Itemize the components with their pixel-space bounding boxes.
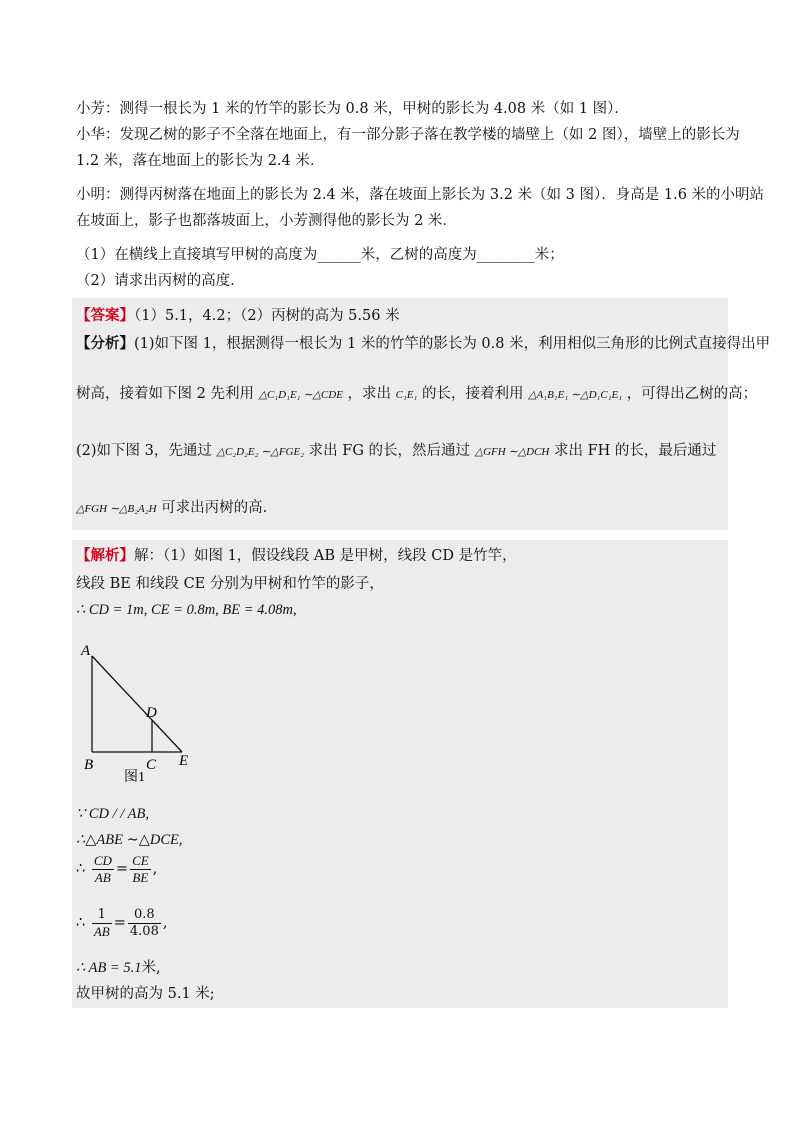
point-label-d: D: [146, 705, 157, 721]
analysis-math-3: △A₁B₁E₁ ∼△D₁C₁E₁: [528, 389, 623, 401]
proportion-2-prefix: ∴: [76, 915, 86, 931]
fraction-cd-ab: $\frac{CD}{AB}$: [93, 852, 112, 885]
fraction-1-ab: $\frac{1}{AB}$: [93, 906, 110, 939]
analysis-line-4: [76, 498, 267, 519]
fraction-08-408: $\frac{0.8}{4.08}$: [129, 906, 159, 939]
solution-line-1: [76, 546, 517, 566]
answer-tag: 【答案】: [76, 307, 134, 324]
solution-tag: 【解析】: [76, 547, 134, 564]
solution-step-1: ∵ CD / / AB,: [76, 806, 150, 822]
solution-text-1: 解：（1）如图 1，假设线段 AB 是甲树，线段 CD 是竹竿，: [134, 548, 517, 564]
proportion-1: ∴ $\frac{CD}{AB}$ = $\frac{CE}{BE}$ ,: [76, 852, 158, 885]
analysis-math-1: △C₁D₁E₁ ∼△CDE: [258, 389, 343, 401]
proportion-1-prefix: ∴: [76, 861, 86, 877]
analysis-text-2c: 的长，接着利用: [421, 386, 524, 402]
analysis-text-2d: ，可得出乙树的高；: [626, 386, 758, 402]
analysis-tag: 【分析】: [76, 335, 134, 352]
point-label-c: C: [146, 757, 157, 773]
answer-line: [76, 306, 400, 326]
answer-highlight-block: [72, 298, 728, 530]
point-label-e: E: [179, 753, 189, 769]
figure-caption: 图1: [124, 770, 145, 785]
solution-step-3: [76, 958, 161, 978]
solution-step-2: ∴△ABE ∼△DCE,: [76, 832, 183, 848]
analysis-math-2: C₁E₁: [395, 389, 418, 401]
solution-step-3-unit: 米,: [141, 960, 161, 976]
analysis-text-3c: 求出 FH 的长，最后通过: [553, 443, 717, 459]
solution-step-3-math: ∴ AB = 5.1: [76, 960, 142, 976]
analysis-math-6: △FGH ∼△B₂A₂H: [76, 503, 157, 515]
analysis-math-4: △C₂D₂E₂ ∼△FGE₂: [216, 446, 305, 458]
problem-line-5: 在坡面上，影子也都落坡面上，小芳测得他的影长为 2 米．: [76, 213, 457, 229]
problem-line-4: 小明：测得丙树落在地面上的影长为 2.4 米，落在坡面上影长为 3.2 米（如 3 图）．身高是 1.6 米的小明站: [76, 187, 765, 203]
figure-1-diagram: [76, 640, 206, 790]
analysis-text-2a: 树高，接着如下图 2 先利用: [76, 386, 254, 402]
analysis-line-2: [76, 384, 757, 405]
analysis-text-2b: ，求出: [347, 386, 392, 402]
problem-line-3: 1.2 米，落在地面上的影长为 2.4 米．: [76, 153, 325, 169]
question-1: （1）在横线上直接填写甲树的高度为______米，乙树的高度为________米；: [76, 247, 564, 263]
analysis-math-5: △GFH ∼△DCH: [474, 446, 550, 458]
solution-line-2: 线段 BE 和线段 CE 分别为甲树和竹竿的影子，: [76, 576, 384, 592]
point-label-b: B: [84, 757, 94, 773]
question-2: （2）请求出丙树的高度．: [76, 273, 245, 289]
answer-text: （1）5.1，4.2；（2）丙树的高为 5.56 米: [134, 308, 400, 324]
analysis-line-1: [76, 334, 770, 354]
solution-line-3: ∴ CD = 1m, CE = 0.8m, BE = 4.08m,: [76, 602, 297, 618]
problem-line-2: 小华：发现乙树的影子不全落在地面上，有一部分影子落在教学楼的墙壁上（如 2 图），墙壁上的影长为: [76, 127, 740, 143]
proportion-2: ∴ $\frac{1}{AB}$ = $\frac{0.8}{4.08}$ ,: [76, 906, 168, 939]
analysis-line-3: [76, 441, 716, 462]
analysis-text-4b: 可求出丙树的高.: [161, 500, 268, 516]
problem-line-1: 小芳：测得一根长为 1 米的竹竿的影长为 0.8 米，甲树的影长为 4.08 米（如 1 图）．: [76, 101, 629, 117]
fraction-ce-be: $\frac{CE}{BE}$: [132, 852, 149, 885]
analysis-text-3a: (2)如下图 3，先通过: [76, 443, 212, 459]
point-label-a: A: [81, 643, 91, 659]
analysis-text-3b: 求出 FG 的长，然后通过: [308, 443, 471, 459]
solution-conclusion: 故甲树的高为 5.1 米;: [76, 986, 215, 1002]
analysis-text-1: (1)如下图 1，根据测得一根长为 1 米的竹竿的影长为 0.8 米，利用相似三角形的比例式直接得出甲: [134, 336, 771, 352]
